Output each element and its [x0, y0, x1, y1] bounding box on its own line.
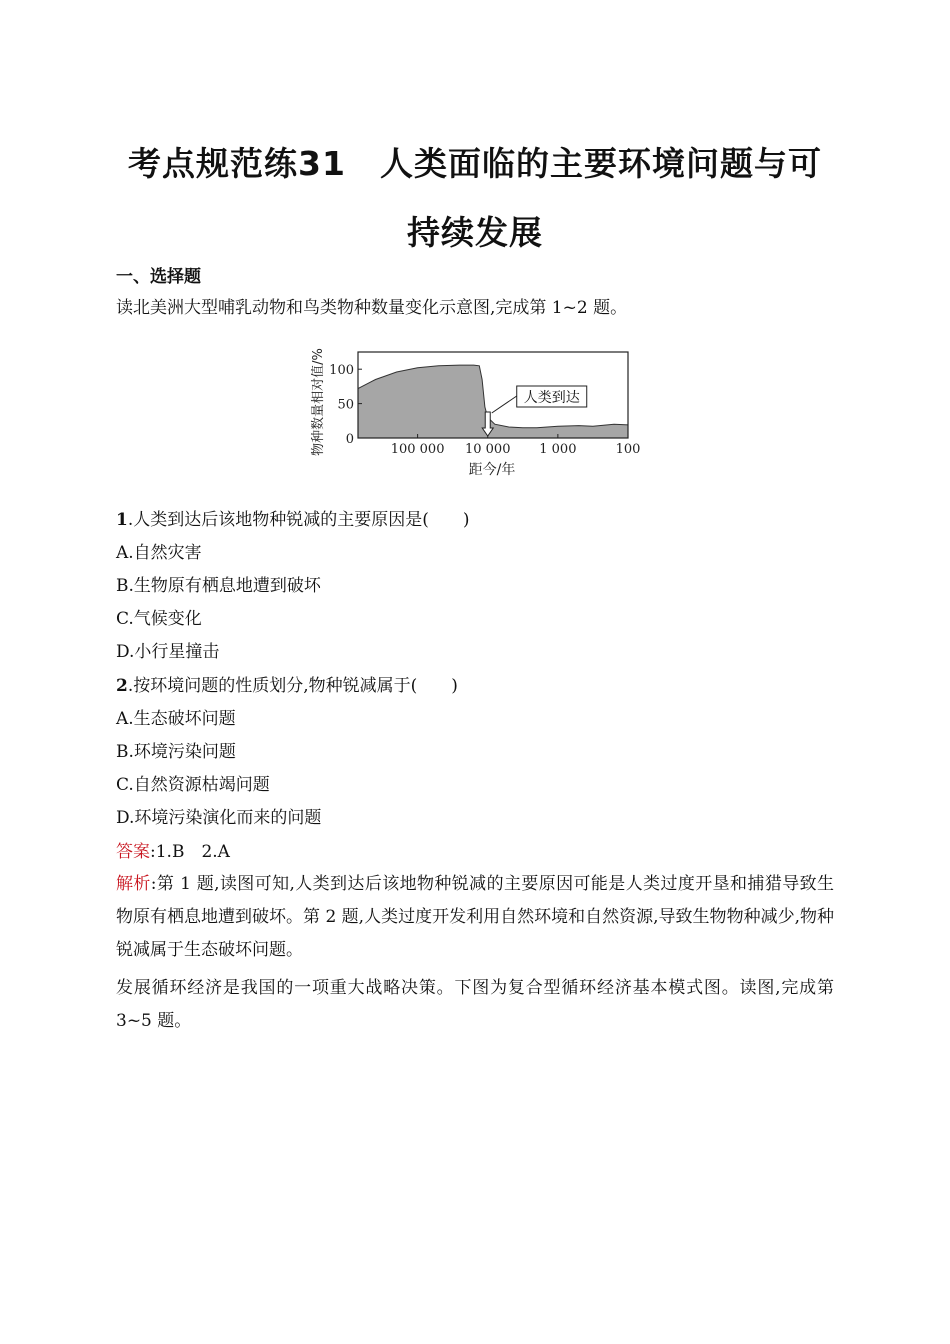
q2-option-a: A.生态破坏问题 — [116, 709, 236, 729]
y-tick-label: 0 — [345, 432, 354, 447]
analysis-paragraph — [116, 868, 834, 967]
x-tick-label: 100 — [615, 442, 641, 457]
answer-label: 答案 — [116, 842, 150, 862]
question-1-stem: .人类到达后该地物种锐减的主要原因是( ) — [127, 510, 470, 530]
chart-xlabel: 距今/年 — [468, 462, 516, 478]
annotation-label: 人类到达 — [523, 390, 580, 406]
title-line-2: 持续发展 — [407, 213, 543, 252]
q1-option-b: B.生物原有栖息地遭到破坏 — [116, 576, 321, 596]
analysis-text: :第 1 题,读图可知,人类到达后该地物种锐减的主要原因可能是人类过度开垦和捕猎导致生物原有栖息地遭到破坏。第 2 题,人类过度开发利用自然环境和自然资源,导致生物物种减少,物种锐减属于生态破坏问题。 — [116, 874, 834, 960]
intro-text-2: 发展循环经济是我国的一项重大战略决策。下图为复合型循环经济基本模式图。读图,完成第 3~5 题。 — [116, 978, 834, 1031]
x-tick-label: 1 000 — [539, 442, 577, 457]
q1-option-c: C.气候变化 — [116, 609, 202, 629]
intro-text-1: 读北美洲大型哺乳动物和鸟类物种数量变化示意图,完成第 1~2 题。 — [116, 298, 628, 318]
answer-line — [116, 841, 230, 863]
x-tick-label: 10 000 — [464, 442, 511, 457]
question-2 — [116, 675, 458, 697]
q2-option-b: B.环境污染问题 — [116, 742, 236, 762]
y-tick-label: 50 — [337, 397, 354, 413]
chart-area-series — [358, 365, 628, 438]
question-1 — [116, 509, 470, 531]
chart-ylabel: 物种数量相对值/% — [311, 348, 326, 456]
x-tick-label: 100 000 — [390, 442, 445, 457]
title-line-1: 考点规范练31 人类面临的主要环境问题与可 — [128, 144, 822, 183]
q2-option-c: C.自然资源枯竭问题 — [116, 775, 270, 795]
analysis-label: 解析 — [116, 874, 151, 894]
annotation-leader — [492, 396, 517, 413]
q2-option-d: D.环境污染演化而来的问题 — [116, 808, 322, 828]
q1-option-d: D.小行星撞击 — [116, 642, 220, 662]
y-tick-label: 100 — [329, 363, 354, 379]
question-2-number: 2 — [116, 676, 128, 696]
species-chart — [300, 330, 650, 480]
q1-option-a: A.自然灾害 — [116, 543, 202, 563]
section-heading: 一、选择题 — [116, 267, 201, 287]
answer-text: :1.B 2.A — [150, 842, 230, 862]
question-1-number: 1 — [116, 510, 128, 530]
question-2-stem: .按环境问题的性质划分,物种锐减属于( ) — [127, 676, 458, 696]
